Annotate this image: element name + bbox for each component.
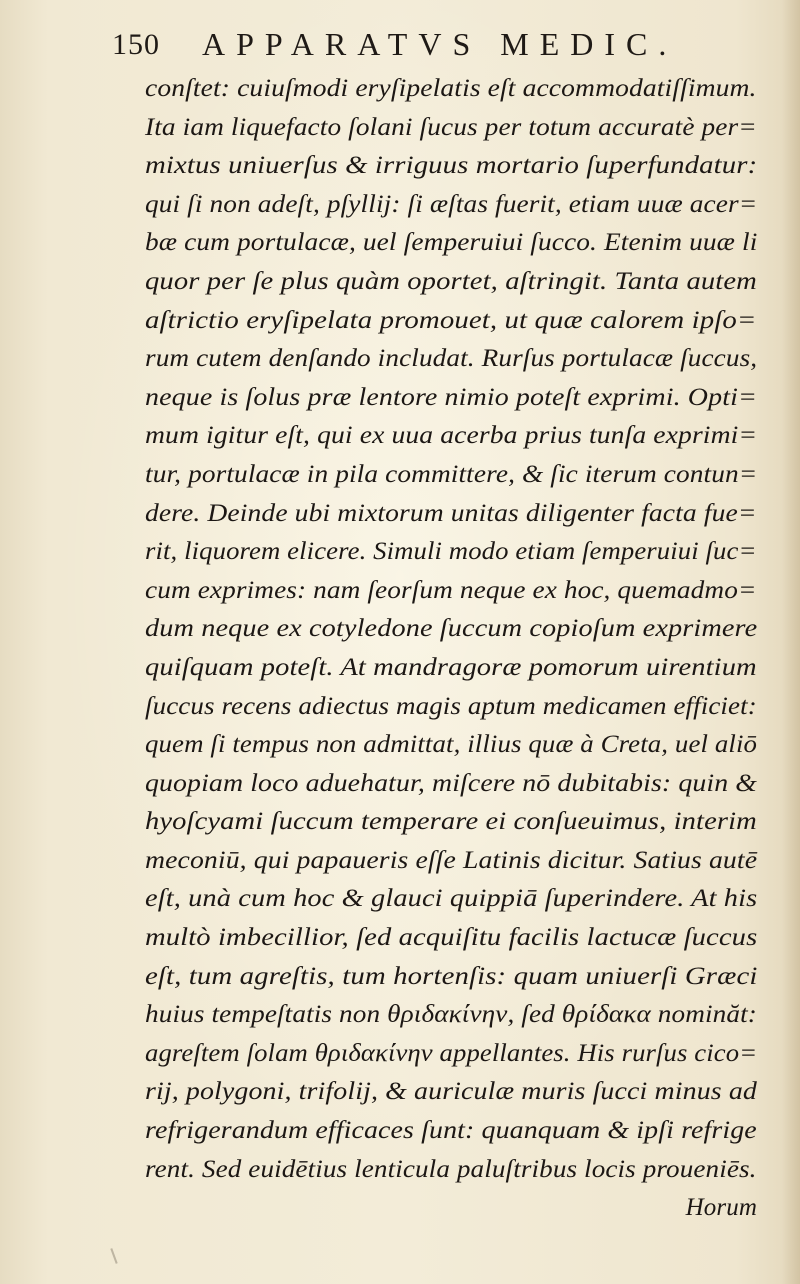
text-line: cum exprimes: nam ſeorſum neque ex hoc, quemadmo= [145,576,757,604]
text-line: tur, portulacæ in pila committere, & ſic iterum contun= [145,460,758,488]
text-line: eſt, unà cum hoc & glauci quippiā ſuperindere. At his [145,885,758,913]
text-line: mixtus uniuerſus & irriguus mortario ſuperfundatur: [145,152,758,180]
body-text [145,70,757,1228]
text-line: rum cutem denſando includat. Rurſus portulacæ ſuccus, [145,345,758,373]
text-line: huius tempeſtatis non θριδακίνην, ſed θρίδακα nominăt: [145,1001,757,1029]
text-line: qui ſi non adeſt, pſyllij: ſi æſtas fuerit, etiam uuæ acer= [145,190,758,218]
text-line: rit, liquorem elicere. Simuli modo etiam ſemperuiui ſuc= [145,538,757,566]
text-line: refrigerandum efficaces ſunt: quanquam & ipſi refrige [145,1117,757,1145]
text-line: conſtet: cuiuſmodi eryſipelatis eſt accommodatiſſimum. [145,75,757,102]
text-line: bæ cum portulacæ, uel ſemperuiui ſucco. Etenim uuæ li [145,229,758,257]
text-line: quopiam loco aduehatur, miſcere nō dubitabis: quin & [145,769,758,797]
text-line: rent. Sed euidētius lenticula paluſtribus locis proueniēs. [145,1155,757,1183]
text-line: quiſquam poteſt. At mandragoræ pomorum uirentium [145,653,757,681]
text-line: dere. Deinde ubi mixtorum unitas diligenter facta fue= [145,499,757,527]
running-head [112,22,772,66]
page-number: 150 [112,28,160,61]
text-line: ſuccus recens adiectus magis aptum medicamen efficiet: [145,692,757,720]
text-line: agreſtem ſolam θριδακίνην appellantes. His rurſus cico= [145,1039,758,1067]
text-line: hyoſcyami ſuccum temperare ei conſueuimus, interim [145,808,757,836]
running-title: APPARATVS MEDIC. [202,26,678,62]
text-line: multò imbecillior, ſed acquiſitu facilis lactucæ ſuccus [145,924,758,952]
text-line: aſtrictio eryſipelata promouet, ut quæ calorem ipſo= [145,306,757,334]
text-line: meconiū, qui papaueris eſſe Latinis dicitur. Satius autē [145,846,758,874]
catchword: Horum [685,1194,757,1222]
text-line: quor per ſe plus quàm oportet, aſtringit. Tanta autem [145,267,757,295]
text-line: mum igitur eſt, qui ex uua acerba prius tunſa exprimi= [145,422,758,450]
text-line: rij, polygoni, trifolij, & auriculæ muris ſucci minus ad [145,1078,757,1106]
text-line: eſt, tum agreſtis, tum hortenſis: quam uniuerſi Græci [145,962,758,990]
ink-mark [110,1248,117,1264]
text-line: dum neque ex cotyledone ſuccum copioſum exprimere [145,615,758,643]
text-line: Ita iam liquefacto ſolani ſucus per totum accuratè per= [145,113,757,141]
text-line: neque is ſolus præ lentore nimio poteſt exprimi. Opti= [145,383,757,411]
text-line: quem ſi tempus non admittat, illius quæ à Creta, uel aliō [145,731,758,759]
